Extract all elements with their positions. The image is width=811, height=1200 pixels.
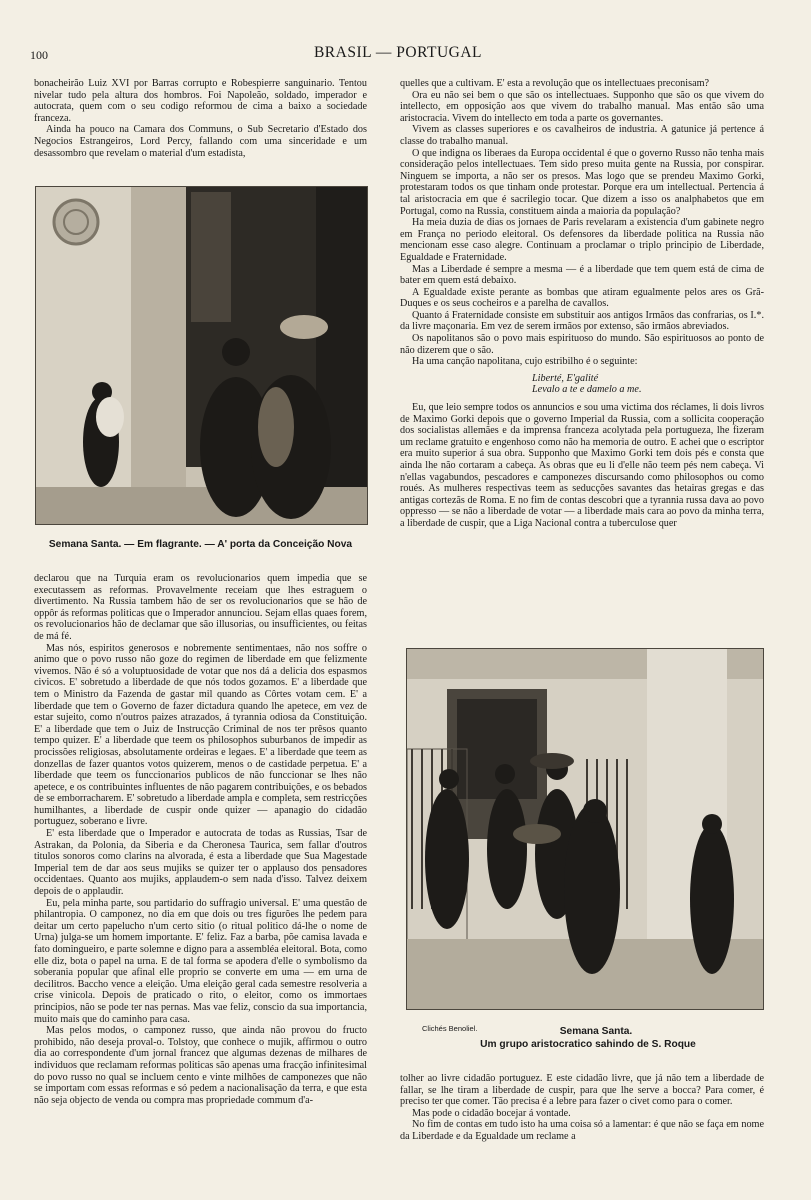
photo-caption-line: Um grupo aristocratico sahindo de S. Roque [480, 1039, 696, 1050]
photo-grupo-aristocratico [406, 648, 764, 1010]
paragraph: Eu, pela minha parte, sou partidario do suffragio universal. E' uma questão de philantropia. O camponez, no dia em que dois ou tres figurões lhe pedem para deitar um certo papelucho n'um certo sitio (o ritual politico dá-lhe o nome de Urna) julga-se um homem importante. E' feliz. Faz a barba, põe camisa lavada e fato domingueiro, e parte solemne e digno para a assembléa eleitoral. Bota, como elle diz, bota o papel na urna. E de tal forma se apodera d'elle o symbolismo da soberania popular que afinal elle proprio se converte em uma — em urna de decilitros. Baccho vence a eleição. Uma eleição geral cada semestre resolveria a crise vinicola. Depois de praticado o rito, o eleitor, como os immortaes principios, não se pode ter nas pernas. Mas vae feliz, conscio da sua importancia, muito mais que do caminho para casa. [34, 897, 367, 1025]
right-column-bottom-text [400, 1073, 764, 1143]
photo-em-flagrante [35, 186, 368, 525]
left-column-top-text [34, 78, 367, 159]
paragraph: Vivem as classes superiores e os cavalheiros de industria. A gatunice já pertence á classe do trabalho manual. [400, 124, 764, 147]
photo-caption-line: Semana Santa. [559, 1026, 633, 1037]
photo-credit: Clichés Benoliel. [422, 1024, 478, 1033]
paragraph: O que indigna os liberaes da Europa occidental é que o governo Russo não tenha mais consideração pelos intellectuaes. Tem sido preso muita gente na Russia, por conspirar. Ninguem se importa, a não ser os presos. Mas logo que se prendeu Maximo Gorki, protestaram todos os que tinham onde protestar. Porque era um intellectual. Pertencia á tal aristocracia em que é sacrilegio tocar. Que dizem a isso os analphabetos que em Portugal, como na Russia, constituem ainda a maioria da população? [400, 147, 764, 217]
page-number: 100 [30, 48, 48, 62]
paragraph: bonacheirão Luiz XVI por Barras corrupto e Robespierre sanguinario. Tentou nivelar tudo pela altura dos hombros. Foi Napoleão, soldado, imperador e autocrata, quem com o seu codigo reformou de cima a baixo a sociedade franceza. [34, 78, 367, 124]
paragraph: Ora eu não sei bem o que são os intellectuaes. Supponho que são os que vivem do intellecto, em opposição aos que vivem do trabalho manual. Mas então são uma aristocracia. Vivem do intellecto em toda a parte os governantes. [400, 89, 764, 124]
paragraph: tolher ao livre cidadão portuguez. E este cidadão livre, que já não tem a liberdade de fallar, se lhe tiram a liberdade de cuspir, para que lhe serve a bocca? Para comer, é preciso ter que comer. Tão precisa é a lebre para fazer o civet como para o comer. [400, 1073, 764, 1108]
photo-illustration [36, 187, 367, 524]
paragraph: Eu, que leio sempre todos os annuncios e sou uma victima dos réclames, li dois livros de Maximo Gorki depois que o governo Imperial da Russia, com a sollicita cooperação dos socialistas allemães e da imprensa franceza acolytada pela portugueza, lhe fizeram um reclame gratuito e engenhoso como não ha memoria de outro. E achei que o escriptor era muito superior á sua obra. Supponho que Maximo Gorki tem dois pés e consta que ainda lhe não cortaram a cabeça. As obras que eu li d'elle não teem pés nem cabeça. Vi n'ellas vagabundos, pescadores e camponezes discursando como philosophos ou como roués. As mulheres respectivas teem as seducções savantes das hetairas gregas e das antigas cortezãs de Roma. E no fim de contas descobri que a tyrannia russa dava ao povo oppresso — se não a liberdade de votar — a liberdade mais cara ao povo da minha terra, a liberdade de cuspir, que a Liga Nacional contra a tuberculose quer [400, 402, 764, 529]
photo-caption: Semana Santa. — Em flagrante. — A' porta da Conceição Nova [48, 539, 353, 550]
photo-illustration [407, 649, 763, 1009]
paragraph: Quanto á Fraternidade consiste em substituir aos antigos Irmãos das confrarias, os I.*. da livre maçonaria. Em vez de serem irmãos por extenso, são irmãos abreviados. [400, 309, 764, 333]
paragraph: quelles que a cultivam. E' esta a revolução que os intellectuaes preconisam? [400, 78, 710, 89]
paragraph: No fim de contas em tudo isto ha uma coisa só a lamentar: é que não se faça em nome da Liberdade e da Egualdade um reclame a [400, 1119, 764, 1142]
paragraph: Ainda ha pouco na Camara dos Communs, o Sub Secretario d'Estado dos Negocios Estrangeiros, Lord Percy, fallando com uma sinceridade e um desassombro que revelam o material d'um estadista, [34, 124, 367, 159]
paragraph: A Egualdade existe perante as bombas que atiram egualmente pelos ares os Grã-Duques e os seus cocheiros e a parelha de cavallos. [400, 286, 764, 310]
paragraph: E' esta liberdade que o Imperador e autocrata de todas as Russias, Tsar de Astrakan, da Polonia, da Siberia e da Cheronesa Taurica, sem fallar d'outros titulos sonoros como clarins na alvorada, é esta a liberdade que Sua Magestade Imperial tem de dar aos seus mujiks se quizer ter o applauso dos pensadores occidentaes. Quanto aos mujiks, applaudem-o sem nada d'isso. Talvez deixem depois de o applaudir. [34, 828, 367, 898]
paragraph: Os napolitanos são o povo mais espirituoso do mundo. São espirituosos ao ponto de não dizerem que o são. [400, 333, 764, 356]
paragraph: Mas pelos modos, o camponez russo, que ainda não provou do fructo prohibido, não deseja proval-o. Tolstoy, que conhece o mujik, affirmou o outro dia ao correspondente d'um jornal francez que algumas dezenas de milhares de individuos que reclamam reformas politicas são apenas uma fracção infinitesimal do povo russo no qual se incluem cento e vinte milhões de camponezes que não se importam com essas reformas e só pedem a nacionalisação da terra, e que esta não seja objecto de venda ou compra mas propriedade commum d'a- [34, 1025, 367, 1106]
paragraph: Mas nós, espiritos generosos e nobremente sentimentaes, não nos soffre o animo que o povo russo não goze do regimen de liberdade em que felizmente vivemos. Não é só a voluptuosidade de votar que nos dá a delicia dos espasmos civicos. E' sobretudo a liberdade de que nós todos gozamos. E' a liberdade que tem o Ministro da Fazenda de gastar mil quando as Côrtes votam cem. E' a liberdade que tem o Governo de fazer dictadura quando lhe apetece, em vez de estar sujeito, como n'outros paizes atrazados, á tyrannia odiosa da Constituição. E' a liberdade que tem o Juiz de Instrucção Criminal de nos ter prêsos quanto tempo quizer. E' a liberdade que teem os philosophos suburbanos de impedir as procissões religiosas, absolutamente ordeiras e legaes. E' a liberdade que teem as donzellas de fazer quantos votos quizerem, menos o de castidade perpetua. E' a liberdade que teem os funccionarios publicos de não funccionar se lhes não apetece, e os contribuintes influentes de não pagarem contribuições, e os bebados de se emborracharem. E' sobretudo a liberdade ampla e completa, sem restricções humilhantes, a liberdade de cuspir onde quizer — apanagio do cidadão portuguez, soberano e livre. [34, 642, 367, 828]
paragraph: Mas pode o cidadão bocejar á vontade. [412, 1107, 571, 1119]
paragraph: Ha uma canção napolitana, cujo estribilho é o seguinte: [412, 356, 638, 368]
running-title: BRASIL — PORTUGAL [313, 44, 483, 61]
paragraph: Ha meia duzia de dias os jornaes de Paris revelaram a existencia d'um gabinete negro em França no periodo eleitoral. Os defensores da liberdade politica na Russia não mencionam esse caso alegre. Continuam a proclamar o triplo principio de Liberdade, Egualdade e Fraternidade. [400, 217, 764, 263]
verse-line: Levalo a te e damelo a me. [532, 384, 642, 396]
right-column-top-text [400, 78, 764, 530]
paragraph: Mas a Liberdade é sempre a mesma — é a liberdade que tem quem está de cima de bater em quem está debaixo. [400, 263, 764, 287]
left-column-bottom-text [34, 573, 367, 1106]
page-header [28, 44, 768, 64]
paragraph: declarou que na Turquia eram os revolucionarios quem impedia que se executassem as reformas. Provavelmente receiam que lhes estraguem o divertimento. Na Russia tambem hão de ser os revolucionarios que se hão de oppôr ás reformas politicas que o Imperador annunciou. Sejam ellas quaes forem, os revolucionarios hão de declamar que são illusorias, ou insufficientes, ou feitas de má fé. [34, 573, 367, 642]
verse-line: Liberté, E'galité [532, 372, 599, 384]
